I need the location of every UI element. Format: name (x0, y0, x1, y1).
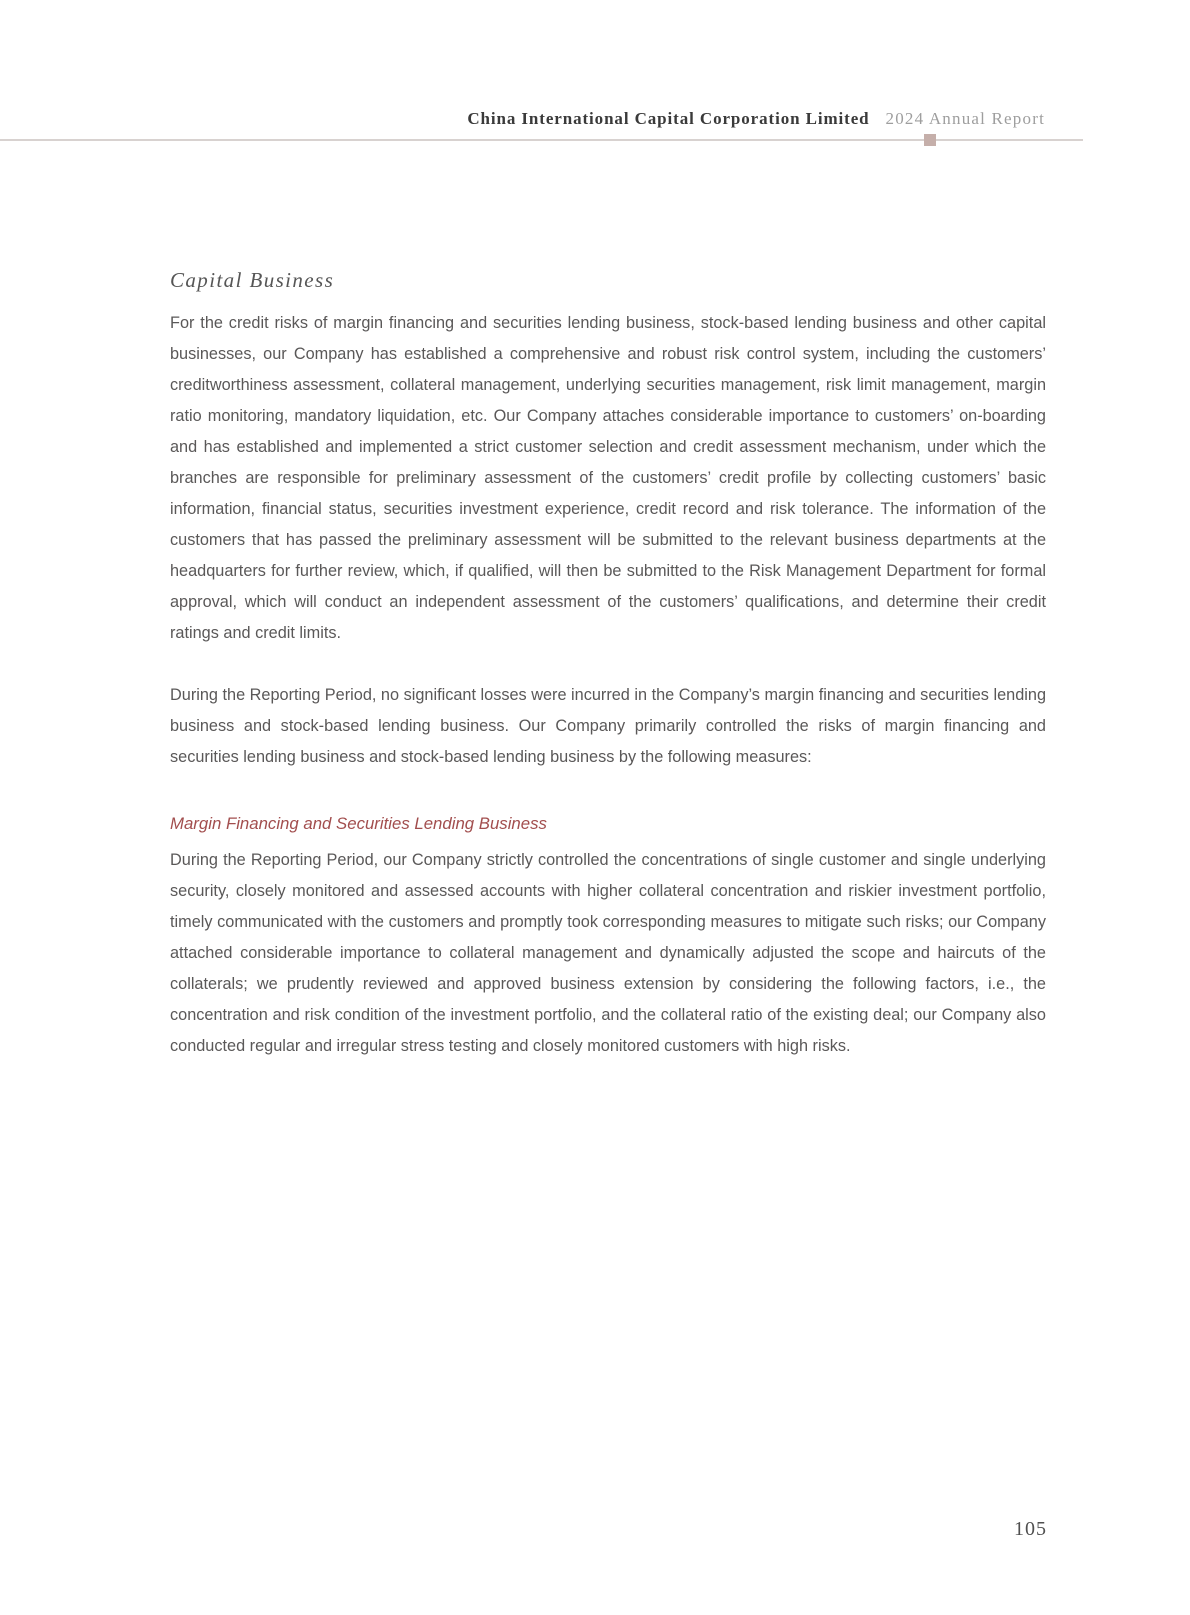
section-title: Capital Business (170, 268, 335, 292)
paragraph-margin-financing-measures: During the Reporting Period, our Company strictly controlled the concentrations of single customer and single underlying security, closely monitored and assessed accounts with higher collateral concentration and riskier investment portfolio, timely communicated with the customers and promptly took corresponding measures to mitigate such risks; our Company attached considerable importance to collateral management and dynamically adjusted the scope and haircuts of the collaterals; we prudently reviewed and approved business extension by considering the following factors, i.e., the concentration and risk condition of the investment portfolio, and the collateral ratio of the existing deal; our Company also conducted regular and irregular stress testing and closely monitored customers with high risks. (170, 851, 1046, 1055)
paragraph-reporting-period-losses: During the Reporting Period, no significant losses were incurred in the Company’s margin financing and securities lending business and stock-based lending business. Our Company primarily controlled the risks of margin financing and securities lending business and stock-based lending business by the following measures: (170, 686, 1046, 766)
page-header (467, 109, 1045, 129)
subsection-title: Margin Financing and Securities Lending Business (170, 814, 547, 833)
header-divider-square-marker (924, 134, 936, 146)
report-title: 2024 Annual Report (885, 109, 1045, 128)
header-divider-line (0, 139, 1083, 141)
company-name: China International Capital Corporation Limited (467, 109, 870, 128)
paragraph-credit-risk-control: For the credit risks of margin financing and securities lending business, stock-based lending business and other capital businesses, our Company has established a comprehensive and robust risk control system, including the customers’ creditworthiness assessment, collateral management, underlying securities management, risk limit management, margin ratio monitoring, mandatory liquidation, etc. Our Company attaches considerable importance to customers’ on-boarding and has established and implemented a strict customer selection and credit assessment mechanism, under which the branches are responsible for preliminary assessment of the customers’ credit profile by collecting customers’ basic information, financial status, securities investment experience, credit record and risk tolerance. The information of the customers that has passed the preliminary assessment will be submitted to the relevant business departments at the headquarters for further review, which, if qualified, will then be submitted to the Risk Management Department for formal approval, which will conduct an independent assessment of the customers’ qualifications, and determine their credit ratings and credit limits. (170, 314, 1046, 642)
page-number: 105 (1014, 1518, 1047, 1540)
